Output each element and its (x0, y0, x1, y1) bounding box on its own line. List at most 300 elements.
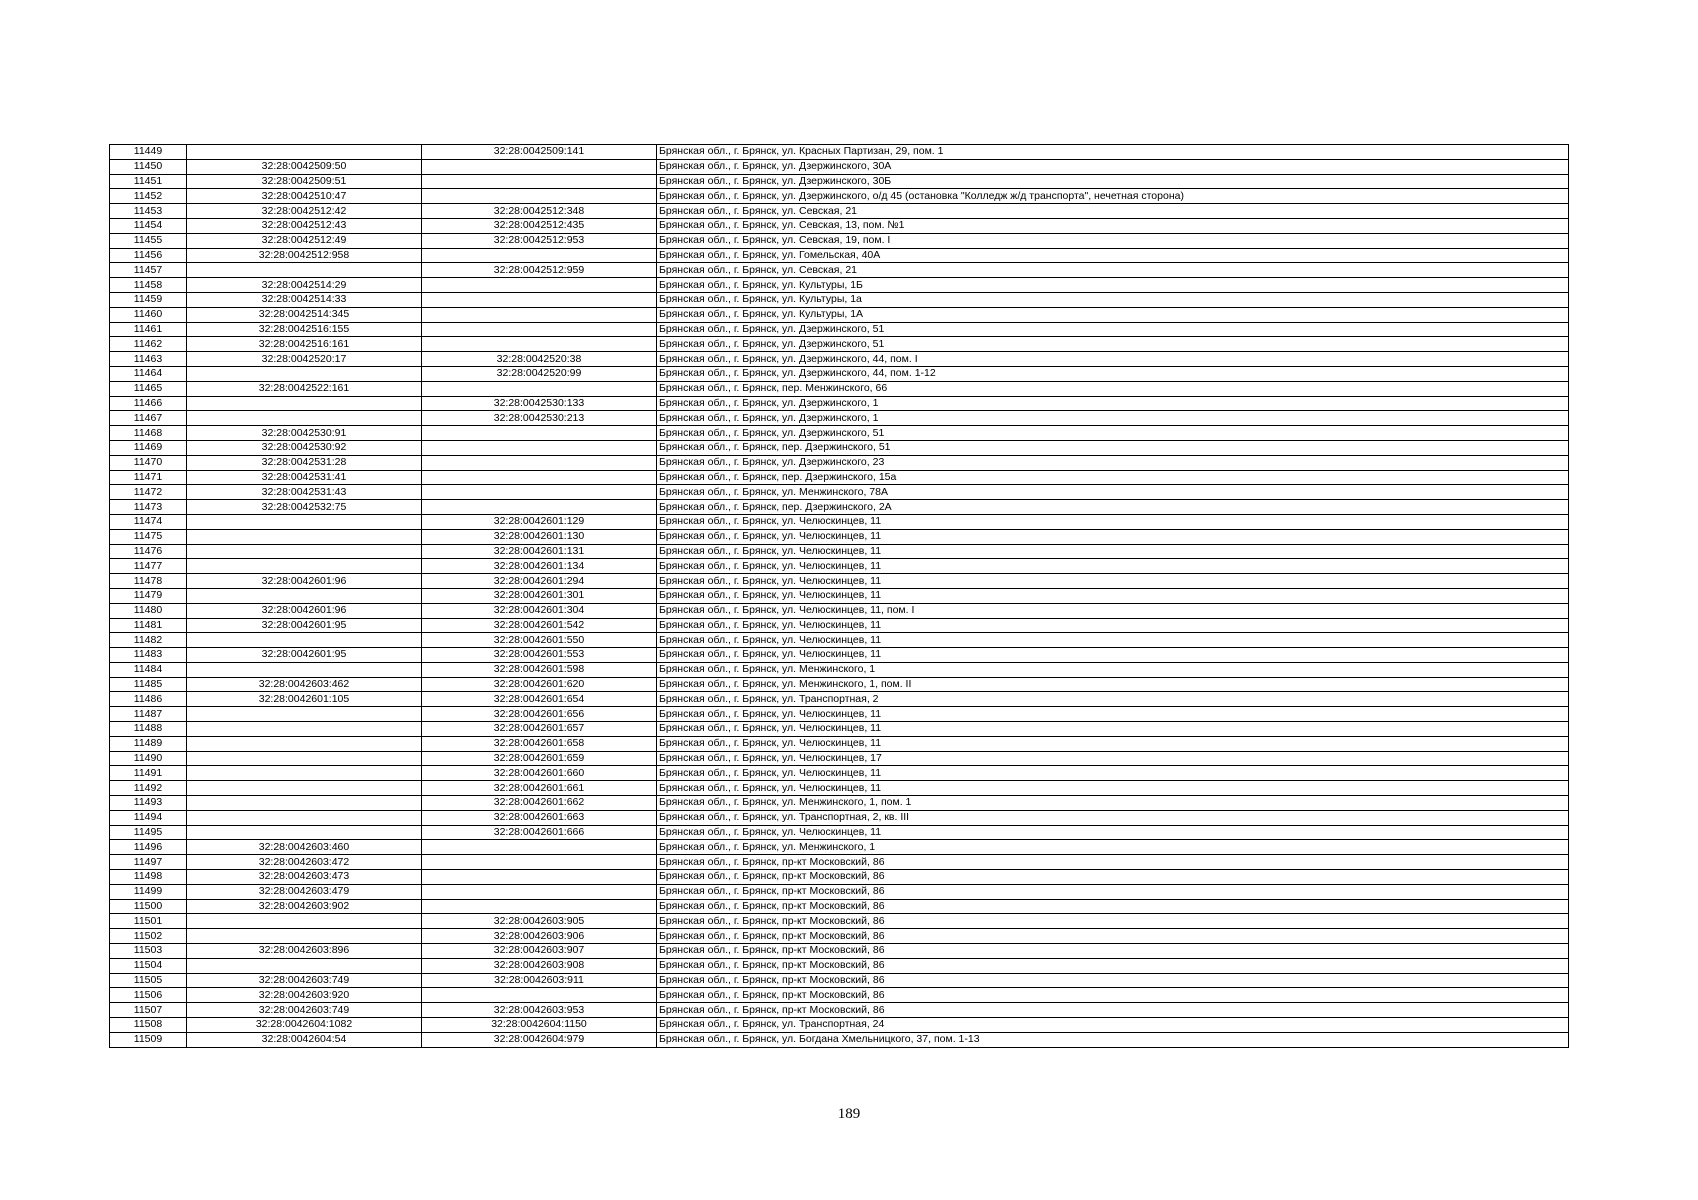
cadastral-number-cell (187, 766, 422, 781)
cadastral-number-cell: 32:28:0042514:345 (187, 307, 422, 322)
table-row (110, 337, 1569, 352)
row-number-cell: 11479 (110, 588, 187, 603)
table-row (110, 396, 1569, 411)
linked-cadastral-number-cell: 32:28:0042601:294 (422, 574, 657, 589)
row-number-cell: 11471 (110, 470, 187, 485)
row-number-cell: 11495 (110, 825, 187, 840)
table-row (110, 1003, 1569, 1018)
row-number-cell: 11487 (110, 707, 187, 722)
address-cell: Брянская обл., г. Брянск, ул. Дзержинского, 51 (657, 322, 1569, 337)
address-cell: Брянская обл., г. Брянск, ул. Челюскинцев, 11 (657, 633, 1569, 648)
address-cell: Брянская обл., г. Брянск, пр-кт Московский, 86 (657, 958, 1569, 973)
table-row (110, 233, 1569, 248)
address-cell: Брянская обл., г. Брянск, ул. Менжинского, 1 (657, 840, 1569, 855)
cadastral-number-cell (187, 411, 422, 426)
address-cell: Брянская обл., г. Брянск, ул. Менжинского, 1, пом. II (657, 677, 1569, 692)
cadastral-number-cell (187, 529, 422, 544)
row-number-cell: 11468 (110, 426, 187, 441)
linked-cadastral-number-cell: 32:28:0042601:658 (422, 736, 657, 751)
cadastral-number-cell: 32:28:0042603:896 (187, 944, 422, 959)
table-row (110, 633, 1569, 648)
row-number-cell: 11508 (110, 1018, 187, 1033)
address-cell: Брянская обл., г. Брянск, пр-кт Московский, 86 (657, 899, 1569, 914)
linked-cadastral-number-cell (422, 455, 657, 470)
address-cell: Брянская обл., г. Брянск, ул. Транспортная, 24 (657, 1018, 1569, 1033)
cadastral-number-cell (187, 366, 422, 381)
address-cell: Брянская обл., г. Брянск, ул. Челюскинцев, 11 (657, 618, 1569, 633)
table-row (110, 218, 1569, 233)
table-row (110, 648, 1569, 663)
table-row (110, 781, 1569, 796)
linked-cadastral-number-cell: 32:28:0042601:130 (422, 529, 657, 544)
row-number-cell: 11450 (110, 159, 187, 174)
address-cell: Брянская обл., г. Брянск, ул. Дзержинского, о/д 45 (остановка "Колледж ж/д транспорта", нечетная сторона) (657, 189, 1569, 204)
address-cell: Брянская обл., г. Брянск, ул. Менжинского, 78А (657, 485, 1569, 500)
cadastral-number-cell: 32:28:0042601:95 (187, 618, 422, 633)
table-row (110, 692, 1569, 707)
linked-cadastral-number-cell (422, 840, 657, 855)
table-row (110, 529, 1569, 544)
linked-cadastral-number-cell: 32:28:0042601:662 (422, 796, 657, 811)
row-number-cell: 11502 (110, 929, 187, 944)
linked-cadastral-number-cell (422, 988, 657, 1003)
linked-cadastral-number-cell: 32:28:0042601:301 (422, 588, 657, 603)
address-cell: Брянская обл., г. Брянск, ул. Челюскинцев, 11 (657, 736, 1569, 751)
table-row (110, 514, 1569, 529)
row-number-cell: 11461 (110, 322, 187, 337)
table-row (110, 603, 1569, 618)
linked-cadastral-number-cell (422, 337, 657, 352)
row-number-cell: 11492 (110, 781, 187, 796)
row-number-cell: 11482 (110, 633, 187, 648)
address-cell: Брянская обл., г. Брянск, ул. Челюскинцев, 11 (657, 825, 1569, 840)
cadastral-number-cell: 32:28:0042603:902 (187, 899, 422, 914)
linked-cadastral-number-cell: 32:28:0042601:656 (422, 707, 657, 722)
cadastral-number-cell (187, 810, 422, 825)
row-number-cell: 11498 (110, 870, 187, 885)
cadastral-number-cell: 32:28:0042603:920 (187, 988, 422, 1003)
table-row (110, 352, 1569, 367)
linked-cadastral-number-cell (422, 159, 657, 174)
cadastral-number-cell (187, 707, 422, 722)
cadastral-number-cell (187, 722, 422, 737)
address-cell: Брянская обл., г. Брянск, ул. Севская, 19, пом. I (657, 233, 1569, 248)
address-cell: Брянская обл., г. Брянск, ул. Челюскинцев, 11 (657, 544, 1569, 559)
table-row (110, 1018, 1569, 1033)
linked-cadastral-number-cell: 32:28:0042603:906 (422, 929, 657, 944)
cadastral-number-cell: 32:28:0042603:472 (187, 855, 422, 870)
table-row (110, 988, 1569, 1003)
linked-cadastral-number-cell: 32:28:0042604:979 (422, 1032, 657, 1047)
table-row (110, 500, 1569, 515)
row-number-cell: 11506 (110, 988, 187, 1003)
table-row (110, 662, 1569, 677)
row-number-cell: 11458 (110, 278, 187, 293)
linked-cadastral-number-cell (422, 322, 657, 337)
cadastral-number-cell: 32:28:0042604:1082 (187, 1018, 422, 1033)
cadastral-number-cell (187, 929, 422, 944)
row-number-cell: 11507 (110, 1003, 187, 1018)
address-cell: Брянская обл., г. Брянск, ул. Челюскинцев, 11 (657, 648, 1569, 663)
table-row (110, 455, 1569, 470)
cadastral-number-cell: 32:28:0042603:749 (187, 973, 422, 988)
cadastral-number-cell: 32:28:0042603:749 (187, 1003, 422, 1018)
cadastral-number-cell: 32:28:0042531:41 (187, 470, 422, 485)
linked-cadastral-number-cell (422, 855, 657, 870)
cadastral-number-cell: 32:28:0042604:54 (187, 1032, 422, 1047)
linked-cadastral-number-cell: 32:28:0042520:99 (422, 366, 657, 381)
cadastral-number-cell: 32:28:0042531:43 (187, 485, 422, 500)
address-cell: Брянская обл., г. Брянск, ул. Дзержинского, 1 (657, 411, 1569, 426)
cadastral-number-cell: 32:28:0042603:479 (187, 884, 422, 899)
address-cell: Брянская обл., г. Брянск, пр-кт Московский, 86 (657, 944, 1569, 959)
cadastral-number-cell: 32:28:0042512:42 (187, 204, 422, 219)
table-row (110, 322, 1569, 337)
linked-cadastral-number-cell: 32:28:0042601:657 (422, 722, 657, 737)
linked-cadastral-number-cell: 32:28:0042601:661 (422, 781, 657, 796)
linked-cadastral-number-cell: 32:28:0042601:663 (422, 810, 657, 825)
row-number-cell: 11453 (110, 204, 187, 219)
row-number-cell: 11454 (110, 218, 187, 233)
registry-table-body (110, 145, 1569, 1048)
table-row (110, 677, 1569, 692)
table-row (110, 944, 1569, 959)
linked-cadastral-number-cell: 32:28:0042509:141 (422, 145, 657, 160)
address-cell: Брянская обл., г. Брянск, ул. Дзержинского, 1 (657, 396, 1569, 411)
address-cell: Брянская обл., г. Брянск, ул. Севская, 21 (657, 263, 1569, 278)
row-number-cell: 11509 (110, 1032, 187, 1047)
address-cell: Брянская обл., г. Брянск, пр-кт Московский, 86 (657, 855, 1569, 870)
address-cell: Брянская обл., г. Брянск, ул. Челюскинцев, 11 (657, 574, 1569, 589)
table-row (110, 884, 1569, 899)
address-cell: Брянская обл., г. Брянск, пер. Дзержинского, 15а (657, 470, 1569, 485)
address-cell: Брянская обл., г. Брянск, ул. Дзержинского, 30Б (657, 174, 1569, 189)
row-number-cell: 11475 (110, 529, 187, 544)
cadastral-number-cell: 32:28:0042510:47 (187, 189, 422, 204)
cadastral-number-cell (187, 751, 422, 766)
cadastral-number-cell: 32:28:0042509:51 (187, 174, 422, 189)
cadastral-number-cell: 32:28:0042531:28 (187, 455, 422, 470)
row-number-cell: 11455 (110, 233, 187, 248)
table-row (110, 440, 1569, 455)
address-cell: Брянская обл., г. Брянск, пр-кт Московский, 86 (657, 870, 1569, 885)
table-row (110, 1032, 1569, 1047)
table-row (110, 278, 1569, 293)
table-row (110, 855, 1569, 870)
address-cell: Брянская обл., г. Брянск, ул. Культуры, 1Б (657, 278, 1569, 293)
linked-cadastral-number-cell: 32:28:0042603:907 (422, 944, 657, 959)
row-number-cell: 11494 (110, 810, 187, 825)
table-row (110, 929, 1569, 944)
address-cell: Брянская обл., г. Брянск, ул. Дзержинского, 44, пом. 1-12 (657, 366, 1569, 381)
table-row (110, 914, 1569, 929)
address-cell: Брянская обл., г. Брянск, ул. Челюскинцев, 11 (657, 766, 1569, 781)
table-row (110, 766, 1569, 781)
cadastral-number-cell: 32:28:0042603:473 (187, 870, 422, 885)
linked-cadastral-number-cell: 32:28:0042512:953 (422, 233, 657, 248)
row-number-cell: 11463 (110, 352, 187, 367)
cadastral-number-cell: 32:28:0042532:75 (187, 500, 422, 515)
row-number-cell: 11497 (110, 855, 187, 870)
cadastral-number-cell: 32:28:0042516:155 (187, 322, 422, 337)
address-cell: Брянская обл., г. Брянск, ул. Богдана Хмельницкого, 37, пом. 1-13 (657, 1032, 1569, 1047)
cadastral-number-cell (187, 662, 422, 677)
table-row (110, 588, 1569, 603)
linked-cadastral-number-cell (422, 500, 657, 515)
table-row (110, 825, 1569, 840)
table-row (110, 470, 1569, 485)
address-cell: Брянская обл., г. Брянск, ул. Культуры, 1а (657, 292, 1569, 307)
row-number-cell: 11499 (110, 884, 187, 899)
address-cell: Брянская обл., г. Брянск, ул. Челюскинцев, 11 (657, 559, 1569, 574)
table-row (110, 381, 1569, 396)
address-cell: Брянская обл., г. Брянск, пер. Менжинского, 66 (657, 381, 1569, 396)
cadastral-number-cell: 32:28:0042512:958 (187, 248, 422, 263)
table-row (110, 559, 1569, 574)
linked-cadastral-number-cell: 32:28:0042601:620 (422, 677, 657, 692)
row-number-cell: 11466 (110, 396, 187, 411)
row-number-cell: 11473 (110, 500, 187, 515)
row-number-cell: 11460 (110, 307, 187, 322)
cadastral-number-cell: 32:28:0042601:95 (187, 648, 422, 663)
table-row (110, 810, 1569, 825)
linked-cadastral-number-cell (422, 248, 657, 263)
linked-cadastral-number-cell: 32:28:0042530:213 (422, 411, 657, 426)
cadastral-number-cell: 32:28:0042530:92 (187, 440, 422, 455)
address-cell: Брянская обл., г. Брянск, ул. Севская, 13, пом. №1 (657, 218, 1569, 233)
linked-cadastral-number-cell: 32:28:0042601:660 (422, 766, 657, 781)
table-row (110, 248, 1569, 263)
table-row (110, 751, 1569, 766)
table-row (110, 292, 1569, 307)
row-number-cell: 11470 (110, 455, 187, 470)
address-cell: Брянская обл., г. Брянск, пер. Дзержинского, 2А (657, 500, 1569, 515)
row-number-cell: 11459 (110, 292, 187, 307)
row-number-cell: 11477 (110, 559, 187, 574)
linked-cadastral-number-cell (422, 292, 657, 307)
address-cell: Брянская обл., г. Брянск, пр-кт Московский, 86 (657, 973, 1569, 988)
table-row (110, 204, 1569, 219)
row-number-cell: 11480 (110, 603, 187, 618)
row-number-cell: 11491 (110, 766, 187, 781)
linked-cadastral-number-cell: 32:28:0042601:553 (422, 648, 657, 663)
row-number-cell: 11503 (110, 944, 187, 959)
row-number-cell: 11501 (110, 914, 187, 929)
linked-cadastral-number-cell: 32:28:0042601:659 (422, 751, 657, 766)
linked-cadastral-number-cell: 32:28:0042601:550 (422, 633, 657, 648)
cadastral-number-cell: 32:28:0042514:29 (187, 278, 422, 293)
cadastral-number-cell (187, 145, 422, 160)
cadastral-number-cell: 32:28:0042530:91 (187, 426, 422, 441)
cadastral-number-cell (187, 633, 422, 648)
row-number-cell: 11486 (110, 692, 187, 707)
cadastral-number-cell: 32:28:0042603:462 (187, 677, 422, 692)
linked-cadastral-number-cell: 32:28:0042601:134 (422, 559, 657, 574)
address-cell: Брянская обл., г. Брянск, ул. Красных Партизан, 29, пом. 1 (657, 145, 1569, 160)
linked-cadastral-number-cell: 32:28:0042604:1150 (422, 1018, 657, 1033)
address-cell: Брянская обл., г. Брянск, ул. Челюскинцев, 11 (657, 707, 1569, 722)
row-number-cell: 11496 (110, 840, 187, 855)
row-number-cell: 11457 (110, 263, 187, 278)
cadastral-number-cell (187, 263, 422, 278)
table-row (110, 870, 1569, 885)
table-row (110, 174, 1569, 189)
cadastral-number-cell: 32:28:0042512:49 (187, 233, 422, 248)
row-number-cell: 11465 (110, 381, 187, 396)
linked-cadastral-number-cell: 32:28:0042512:959 (422, 263, 657, 278)
linked-cadastral-number-cell: 32:28:0042601:666 (422, 825, 657, 840)
row-number-cell: 11452 (110, 189, 187, 204)
table-row (110, 574, 1569, 589)
linked-cadastral-number-cell: 32:28:0042601:542 (422, 618, 657, 633)
address-cell: Брянская обл., г. Брянск, ул. Севская, 21 (657, 204, 1569, 219)
table-row (110, 707, 1569, 722)
cadastral-number-cell (187, 958, 422, 973)
cadastral-number-cell (187, 736, 422, 751)
linked-cadastral-number-cell (422, 278, 657, 293)
linked-cadastral-number-cell (422, 485, 657, 500)
address-cell: Брянская обл., г. Брянск, ул. Дзержинского, 23 (657, 455, 1569, 470)
table-row (110, 958, 1569, 973)
address-cell: Брянская обл., г. Брянск, пр-кт Московский, 86 (657, 988, 1569, 1003)
table-row (110, 973, 1569, 988)
linked-cadastral-number-cell (422, 440, 657, 455)
address-cell: Брянская обл., г. Брянск, ул. Челюскинцев, 11 (657, 514, 1569, 529)
row-number-cell: 11500 (110, 899, 187, 914)
row-number-cell: 11464 (110, 366, 187, 381)
table-row (110, 307, 1569, 322)
address-cell: Брянская обл., г. Брянск, ул. Транспортная, 2, кв. III (657, 810, 1569, 825)
linked-cadastral-number-cell (422, 307, 657, 322)
page-number: 189 (837, 1106, 861, 1122)
row-number-cell: 11449 (110, 145, 187, 160)
address-cell: Брянская обл., г. Брянск, пр-кт Московский, 86 (657, 929, 1569, 944)
table-row (110, 145, 1569, 160)
table-row (110, 485, 1569, 500)
table-row (110, 159, 1569, 174)
cadastral-number-cell (187, 559, 422, 574)
cadastral-number-cell: 32:28:0042603:460 (187, 840, 422, 855)
table-row (110, 899, 1569, 914)
row-number-cell: 11489 (110, 736, 187, 751)
address-cell: Брянская обл., г. Брянск, ул. Транспортная, 2 (657, 692, 1569, 707)
linked-cadastral-number-cell (422, 884, 657, 899)
row-number-cell: 11476 (110, 544, 187, 559)
address-cell: Брянская обл., г. Брянск, ул. Культуры, 1А (657, 307, 1569, 322)
table-row (110, 411, 1569, 426)
address-cell: Брянская обл., г. Брянск, ул. Дзержинского, 30А (657, 159, 1569, 174)
address-cell: Брянская обл., г. Брянск, ул. Дзержинского, 51 (657, 337, 1569, 352)
row-number-cell: 11505 (110, 973, 187, 988)
row-number-cell: 11490 (110, 751, 187, 766)
address-cell: Брянская обл., г. Брянск, пер. Дзержинского, 51 (657, 440, 1569, 455)
address-cell: Брянская обл., г. Брянск, ул. Гомельская, 40А (657, 248, 1569, 263)
table-row (110, 263, 1569, 278)
address-cell: Брянская обл., г. Брянск, ул. Челюскинцев, 11, пом. I (657, 603, 1569, 618)
address-cell: Брянская обл., г. Брянск, пр-кт Московский, 86 (657, 914, 1569, 929)
address-cell: Брянская обл., г. Брянск, ул. Менжинского, 1 (657, 662, 1569, 677)
table-row (110, 722, 1569, 737)
cadastral-number-cell: 32:28:0042522:161 (187, 381, 422, 396)
row-number-cell: 11474 (110, 514, 187, 529)
row-number-cell: 11469 (110, 440, 187, 455)
linked-cadastral-number-cell: 32:28:0042601:131 (422, 544, 657, 559)
cadastral-number-cell: 32:28:0042601:105 (187, 692, 422, 707)
linked-cadastral-number-cell: 32:28:0042520:38 (422, 352, 657, 367)
row-number-cell: 11483 (110, 648, 187, 663)
cadastral-number-cell (187, 396, 422, 411)
cadastral-number-cell: 32:28:0042509:50 (187, 159, 422, 174)
address-cell: Брянская обл., г. Брянск, пр-кт Московский, 86 (657, 884, 1569, 899)
row-number-cell: 11485 (110, 677, 187, 692)
table-row (110, 618, 1569, 633)
address-cell: Брянская обл., г. Брянск, ул. Дзержинского, 51 (657, 426, 1569, 441)
row-number-cell: 11451 (110, 174, 187, 189)
cadastral-number-cell: 32:28:0042601:96 (187, 574, 422, 589)
cadastral-number-cell (187, 588, 422, 603)
row-number-cell: 11481 (110, 618, 187, 633)
table-row (110, 366, 1569, 381)
row-number-cell: 11462 (110, 337, 187, 352)
linked-cadastral-number-cell (422, 189, 657, 204)
cadastral-number-cell (187, 781, 422, 796)
row-number-cell: 11472 (110, 485, 187, 500)
linked-cadastral-number-cell: 32:28:0042530:133 (422, 396, 657, 411)
address-cell: Брянская обл., г. Брянск, ул. Дзержинского, 44, пом. I (657, 352, 1569, 367)
linked-cadastral-number-cell (422, 470, 657, 485)
row-number-cell: 11467 (110, 411, 187, 426)
table-row (110, 840, 1569, 855)
linked-cadastral-number-cell: 32:28:0042603:911 (422, 973, 657, 988)
linked-cadastral-number-cell: 32:28:0042603:953 (422, 1003, 657, 1018)
address-cell: Брянская обл., г. Брянск, ул. Челюскинцев, 11 (657, 781, 1569, 796)
row-number-cell: 11504 (110, 958, 187, 973)
cadastral-number-cell: 32:28:0042514:33 (187, 292, 422, 307)
address-cell: Брянская обл., г. Брянск, ул. Менжинского, 1, пом. 1 (657, 796, 1569, 811)
row-number-cell: 11456 (110, 248, 187, 263)
linked-cadastral-number-cell (422, 899, 657, 914)
address-cell: Брянская обл., г. Брянск, ул. Челюскинцев, 17 (657, 751, 1569, 766)
address-cell: Брянская обл., г. Брянск, ул. Челюскинцев, 11 (657, 529, 1569, 544)
linked-cadastral-number-cell: 32:28:0042601:654 (422, 692, 657, 707)
table-row (110, 189, 1569, 204)
linked-cadastral-number-cell: 32:28:0042512:435 (422, 218, 657, 233)
linked-cadastral-number-cell: 32:28:0042603:905 (422, 914, 657, 929)
cadastral-number-cell: 32:28:0042512:43 (187, 218, 422, 233)
linked-cadastral-number-cell (422, 381, 657, 396)
table-row (110, 426, 1569, 441)
linked-cadastral-number-cell: 32:28:0042512:348 (422, 204, 657, 219)
cadastral-number-cell (187, 514, 422, 529)
cadastral-number-cell (187, 544, 422, 559)
linked-cadastral-number-cell: 32:28:0042601:304 (422, 603, 657, 618)
linked-cadastral-number-cell (422, 174, 657, 189)
linked-cadastral-number-cell (422, 426, 657, 441)
registry-table (109, 144, 1569, 1048)
cadastral-number-cell (187, 914, 422, 929)
row-number-cell: 11478 (110, 574, 187, 589)
table-row (110, 736, 1569, 751)
linked-cadastral-number-cell: 32:28:0042603:908 (422, 958, 657, 973)
table-row (110, 544, 1569, 559)
cadastral-number-cell: 32:28:0042516:161 (187, 337, 422, 352)
cadastral-number-cell (187, 825, 422, 840)
cadastral-number-cell: 32:28:0042601:96 (187, 603, 422, 618)
row-number-cell: 11488 (110, 722, 187, 737)
table-row (110, 796, 1569, 811)
address-cell: Брянская обл., г. Брянск, ул. Челюскинцев, 11 (657, 588, 1569, 603)
cadastral-number-cell (187, 796, 422, 811)
